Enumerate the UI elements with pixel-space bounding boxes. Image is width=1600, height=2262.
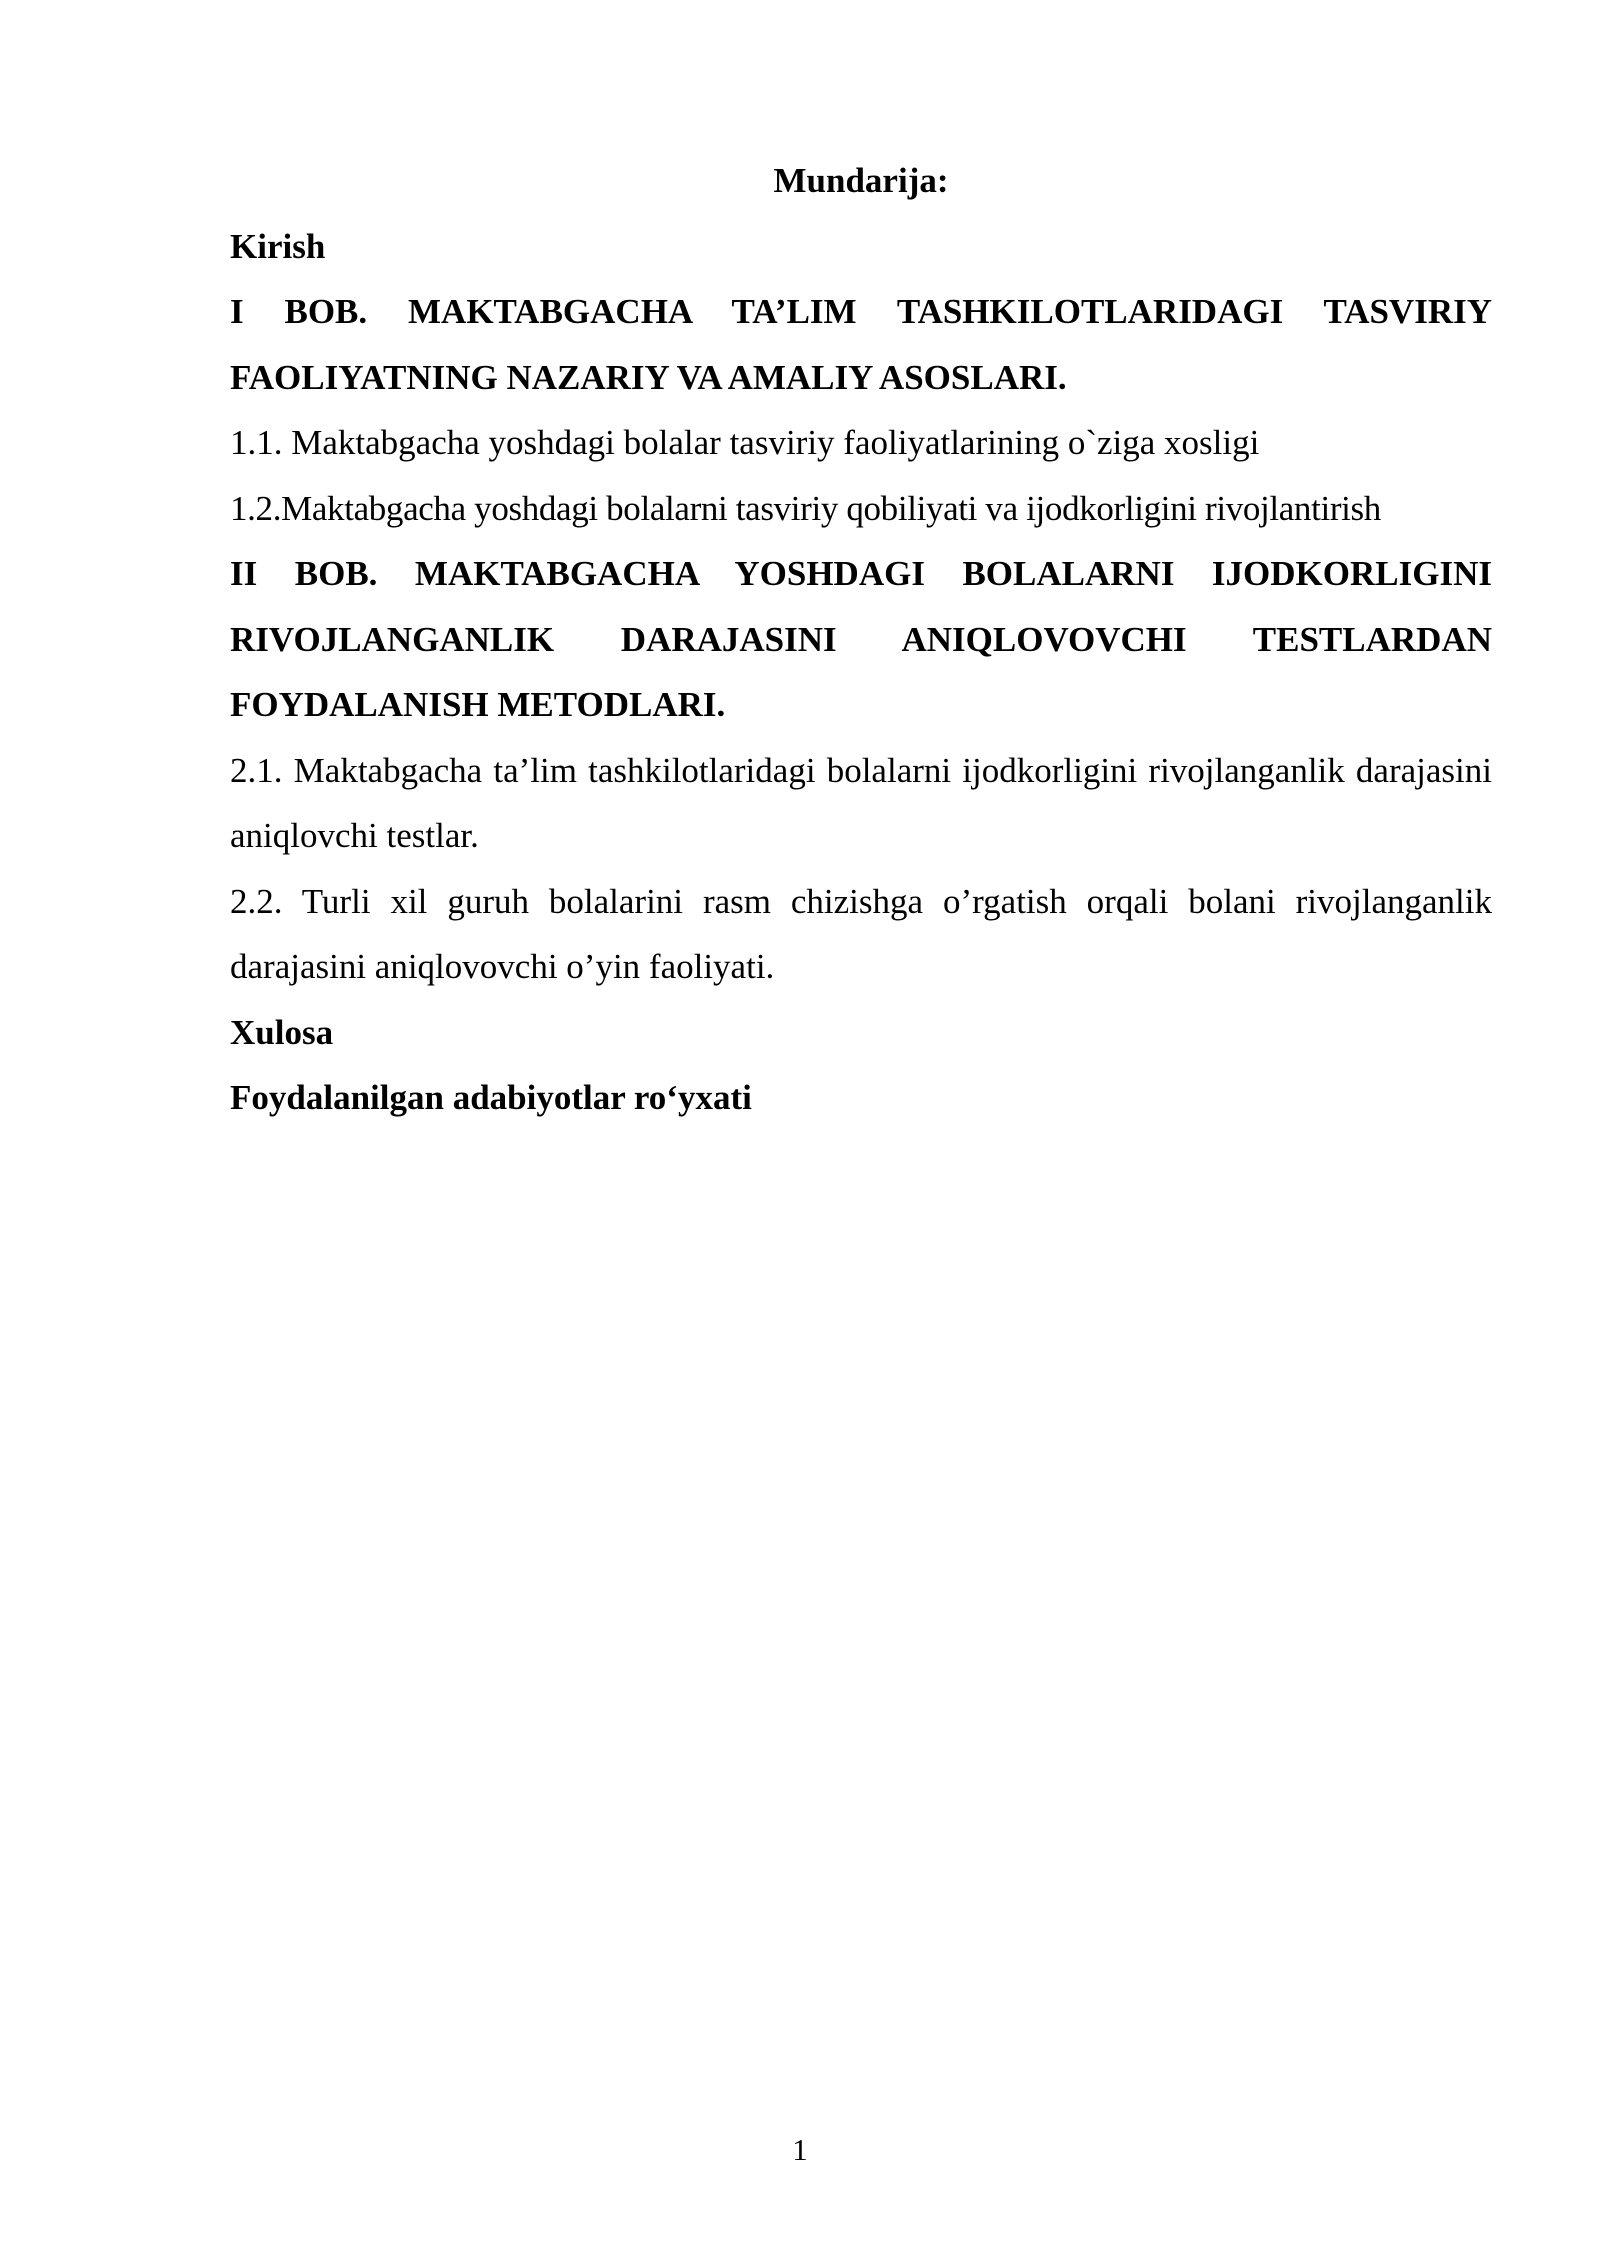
toc-entry-section-2-1: 2.1. Maktabgacha ta’lim tashkilotlaridagi bolalarni ijodkorligini rivojlanganlik darajasini aniqlovchi testlar. xyxy=(230,750,1492,855)
toc-entry-section-1-2: 1.2.Maktabgacha yoshdagi bolalarni tasviriy qobiliyati va ijodkorligini rivojlantirish xyxy=(230,488,1381,528)
toc-entry-chapter-2: II BOB. MAKTABGACHA YOSHDAGI BOLALARNI IJODKORLIGINI RIVOJLANGANLIK DARAJASINI ANIQLOVOVCHI TESTLARDAN FOYDALANISH METODLARI. xyxy=(230,554,1492,724)
page-number: 1 xyxy=(792,2132,808,2167)
toc-entry-bibliography: Foydalanilgan adabiyotlar ro‘yxati xyxy=(230,1078,752,1117)
toc-entry-section-2-2: 2.2. Turli xil guruh bolalarini rasm chizishga o’rgatish orqali bolani rivojlanganlik darajasini aniqlovovchi o’yin faoliyati. xyxy=(230,881,1492,986)
toc-entry-introduction: Kirish xyxy=(230,226,326,266)
toc-entry-conclusion: Xulosa xyxy=(230,1012,334,1052)
table-of-contents xyxy=(230,148,1492,1131)
toc-entry-section-1-1: 1.1. Maktabgacha yoshdagi bolalar tasviriy faoliyatlarining o`ziga xosligi xyxy=(230,423,1260,462)
toc-entry-chapter-1: I BOB. MAKTABGACHA TA’LIM TASHKILOTLARIDAGI TASVIRIY FAOLIYATNING NAZARIY VA AMALIY ASOSLARI. xyxy=(230,292,1492,397)
toc-title: Mundarija: xyxy=(773,161,949,200)
